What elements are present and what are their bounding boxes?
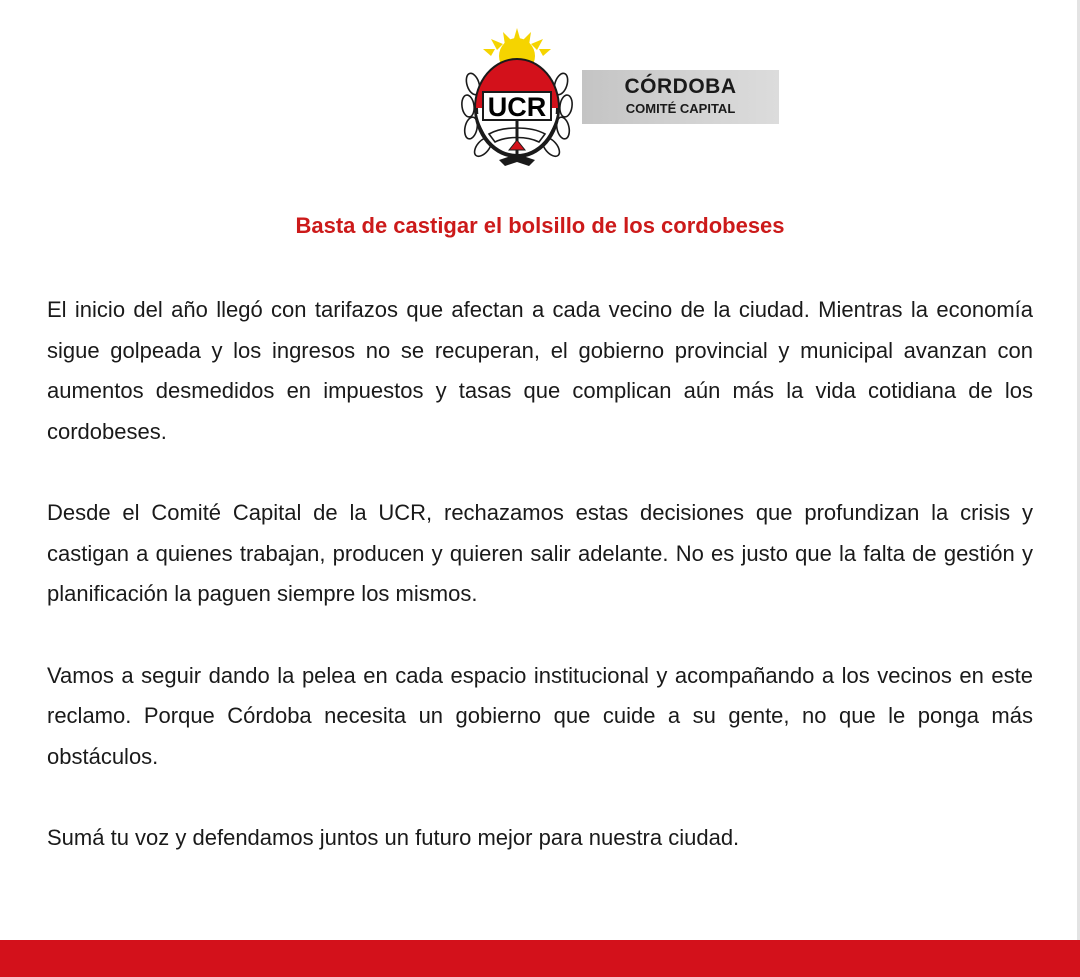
headline: Basta de castigar el bolsillo de los cordobeses (295, 213, 785, 238)
footer-band (0, 940, 1080, 977)
paragraph: Vamos a seguir dando la pelea en cada espacio institucional y acompañando a los vecinos en este reclamo. Porque Córdoba necesita un gobierno que cuide a su gente, no que le ponga más obstáculos. (47, 662, 1033, 769)
logo (455, 26, 785, 172)
paragraph: El inicio del año llegó con tarifazos que afectan a cada vecino de la ciudad. Mientras la economía sigue golpeada y los ingresos no se recuperan, el gobierno provincial y municipal avanzan con aumentos desmedidos en impuestos y tasas que complican aún más la vida cotidiana de los cordobeses. (47, 297, 1033, 444)
committee-name: COMITÉ CAPITAL (625, 101, 736, 116)
committee-name-box (582, 70, 779, 124)
emblem-label: UCR (487, 92, 547, 122)
paragraph: Desde el Comité Capital de la UCR, rechazamos estas decisiones que profundizan la crisis y castigan a quienes trabajan, producen y quieren salir adelante. No es justo que la falta de gestión y planificación la paguen siempre los mismos. (47, 500, 1033, 606)
ucr-emblem-icon (455, 26, 579, 172)
city-name: CÓRDOBA (624, 75, 737, 98)
paragraph: Sumá tu voz y defendamos juntos un futuro mejor para nuestra ciudad. (47, 825, 740, 850)
statement-body (47, 290, 1033, 900)
